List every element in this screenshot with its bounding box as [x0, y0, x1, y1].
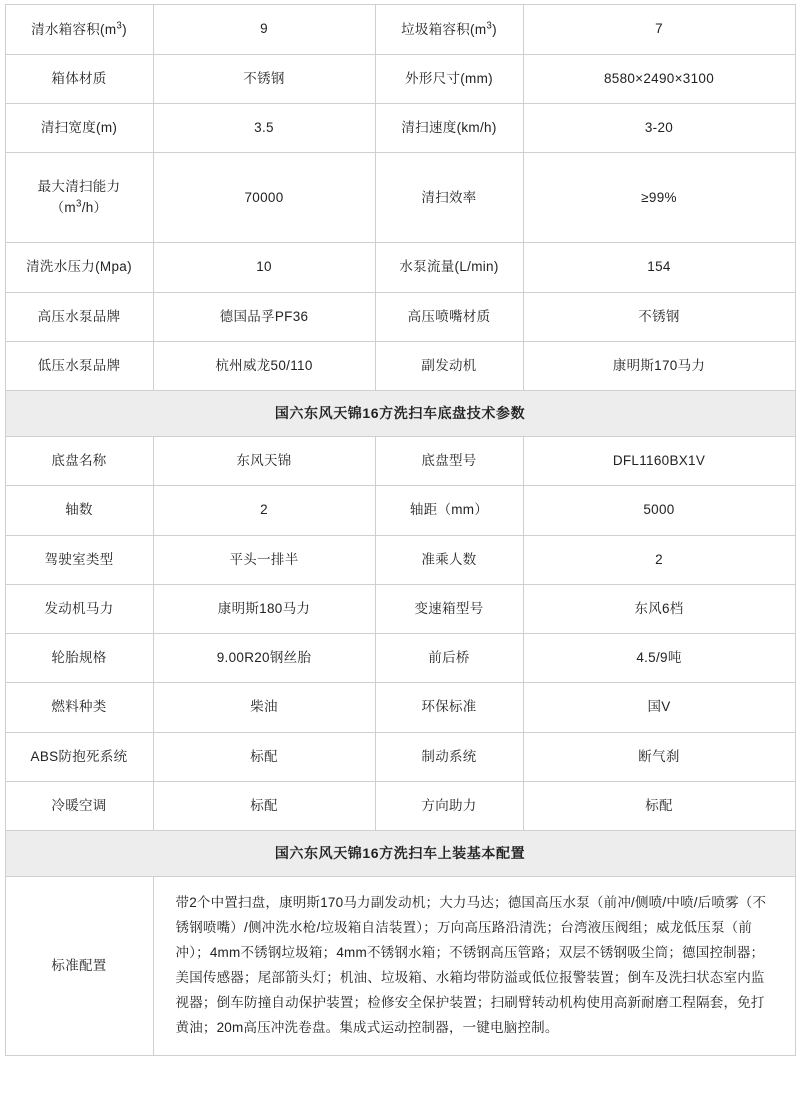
row-label: 低压水泵品牌 — [5, 341, 153, 390]
table-row-config — [5, 877, 795, 1056]
row-value: 标配 — [153, 732, 375, 781]
row-label: 副发动机 — [375, 341, 523, 390]
specification-table — [5, 4, 796, 1056]
row-value: 标配 — [153, 781, 375, 830]
row-label: 箱体材质 — [5, 54, 153, 103]
row-value: 3.5 — [153, 104, 375, 153]
row-label: 水泵流量(L/min) — [375, 243, 523, 292]
row-label: 轴数 — [5, 486, 153, 535]
row-label: 清扫宽度(m) — [5, 104, 153, 153]
row-value: 不锈钢 — [153, 54, 375, 103]
row-value: 10 — [153, 243, 375, 292]
row-value: 2 — [153, 486, 375, 535]
section-title: 国六东风天锦16方洗扫车底盘技术参数 — [5, 391, 795, 437]
row-label: 方向助力 — [375, 781, 523, 830]
row-value: 康明斯180马力 — [153, 584, 375, 633]
table-row — [5, 732, 795, 781]
row-label: 发动机马力 — [5, 584, 153, 633]
row-value: 3-20 — [523, 104, 795, 153]
row-label: 清扫速度(km/h) — [375, 104, 523, 153]
row-label: 外形尺寸(mm) — [375, 54, 523, 103]
table-row — [5, 486, 795, 535]
row-label — [375, 5, 523, 55]
table-row — [5, 54, 795, 103]
row-value: 7 — [523, 5, 795, 55]
row-value: 4.5/9吨 — [523, 634, 795, 683]
section-header-config — [5, 831, 795, 877]
table-row — [5, 634, 795, 683]
section-header-chassis — [5, 391, 795, 437]
row-value: 断气刹 — [523, 732, 795, 781]
row-value: 平头一排半 — [153, 535, 375, 584]
section-title: 国六东风天锦16方洗扫车上装基本配置 — [5, 831, 795, 877]
row-label: ABS防抱死系统 — [5, 732, 153, 781]
row-label: 变速箱型号 — [375, 584, 523, 633]
row-value: 5000 — [523, 486, 795, 535]
table-row — [5, 292, 795, 341]
row-value: 标配 — [523, 781, 795, 830]
table-row — [5, 243, 795, 292]
row-label: 燃料种类 — [5, 683, 153, 732]
label-text: 最大清扫能力 $(m^3/h)$ — [37, 179, 121, 215]
table-row — [5, 683, 795, 732]
row-value: ≥99% — [523, 153, 795, 243]
row-value: 154 — [523, 243, 795, 292]
row-value: 9 — [153, 5, 375, 55]
label-text: 垃圾箱容积$(m^3)$ — [401, 20, 497, 37]
row-value: 杭州威龙50/110 — [153, 341, 375, 390]
row-label: 环保标准 — [375, 683, 523, 732]
row-label: 清扫效率 — [375, 153, 523, 243]
row-label: 前后桥 — [375, 634, 523, 683]
row-value: 德国品孚PF36 — [153, 292, 375, 341]
row-value: 柴油 — [153, 683, 375, 732]
table-row — [5, 153, 795, 243]
table-row — [5, 437, 795, 486]
row-label: 轴距（mm） — [375, 486, 523, 535]
row-value: 不锈钢 — [523, 292, 795, 341]
table-row — [5, 584, 795, 633]
row-value: 8580×2490×3100 — [523, 54, 795, 103]
row-label: 底盘型号 — [375, 437, 523, 486]
row-value: 9.00R20钢丝胎 — [153, 634, 375, 683]
row-label: 高压喷嘴材质 — [375, 292, 523, 341]
row-label: 制动系统 — [375, 732, 523, 781]
table-row — [5, 781, 795, 830]
row-label: 高压水泵品牌 — [5, 292, 153, 341]
table-row — [5, 341, 795, 390]
row-label: 底盘名称 — [5, 437, 153, 486]
label-text: 清水箱容积$(m^3)$ — [31, 20, 127, 37]
table-row — [5, 535, 795, 584]
row-value: 康明斯170马力 — [523, 341, 795, 390]
row-label: 冷暖空调 — [5, 781, 153, 830]
config-text: 带2个中置扫盘，康明斯170马力副发动机；大力马达；德国高压水泵（前冲/侧喷/中喷/后喷雾（不锈钢喷嘴）/侧冲洗水枪/垃圾箱自洁装置）；万向高压路沿清洗；台湾液压阀组；威龙低压泵（前冲）；4mm不锈钢垃圾箱；4mm不锈钢水箱；不锈钢高压管路；双层不锈钢吸尘筒；德国控制器；美国传感器；尾部箭头灯；机油、垃圾箱、水箱均带防溢或低位报警装置；倒车及洗扫状态室内监视器；倒车防撞自动保护装置；检修安全保护装置；扫刷臂转动机构使用高新耐磨工程隔套，免打黄油；20m高压冲洗卷盘。集成式运动控制器，一键电脑控制。 — [153, 877, 795, 1056]
row-value: 东风6档 — [523, 584, 795, 633]
row-label: 驾驶室类型 — [5, 535, 153, 584]
row-value: 70000 — [153, 153, 375, 243]
table-row — [5, 5, 795, 55]
row-value: DFL1160BX1V — [523, 437, 795, 486]
row-label: 轮胎规格 — [5, 634, 153, 683]
row-value: 2 — [523, 535, 795, 584]
row-label: 清洗水压力(Mpa) — [5, 243, 153, 292]
row-label — [5, 153, 153, 243]
config-label: 标准配置 — [5, 877, 153, 1056]
row-label: 准乘人数 — [375, 535, 523, 584]
row-value: 国V — [523, 683, 795, 732]
row-value: 东风天锦 — [153, 437, 375, 486]
row-label — [5, 5, 153, 55]
table-row — [5, 104, 795, 153]
